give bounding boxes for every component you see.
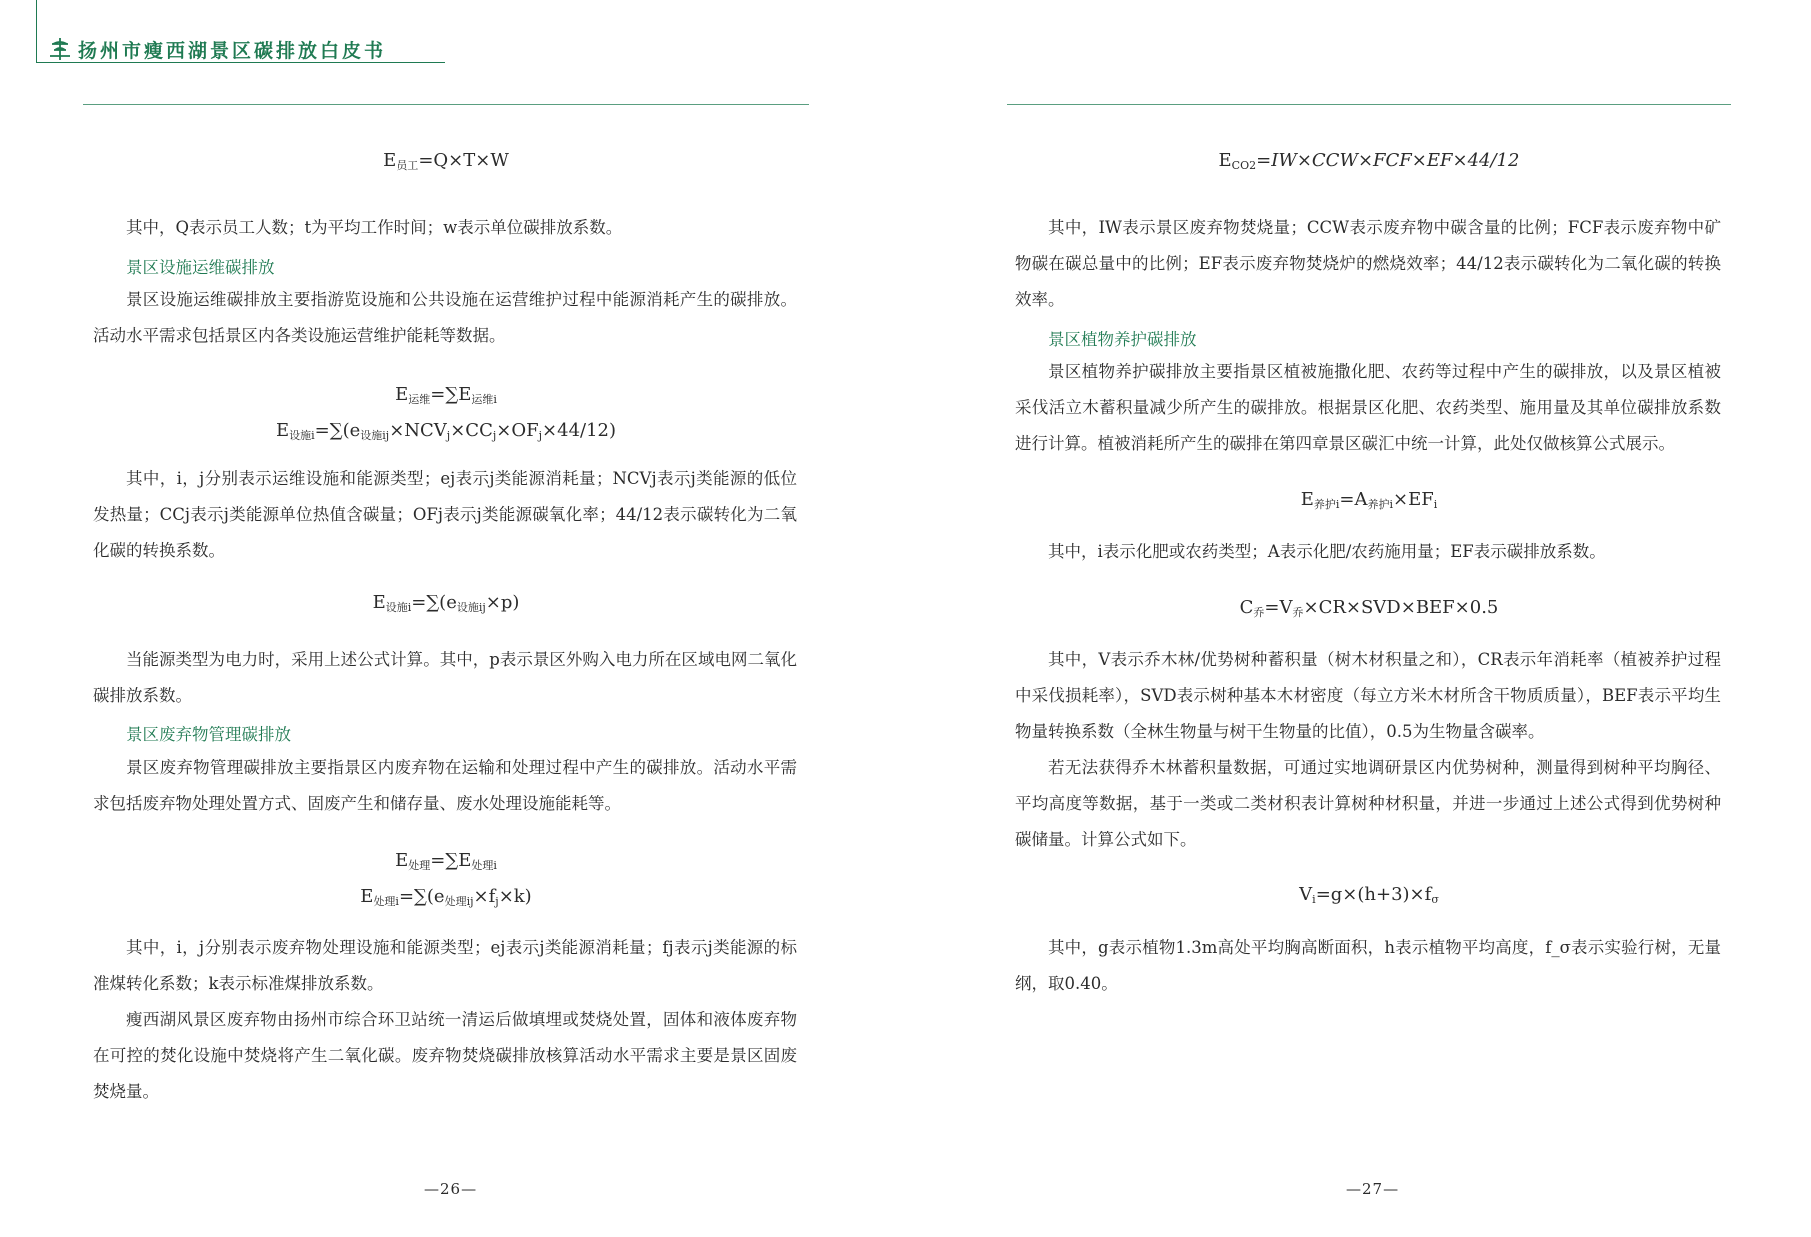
formula-text: $E_{员工}=Q\times T\times W$ <box>383 150 509 172</box>
paragraph: 其中，g表示植物1.3m高处平均胸高断面积，h表示植物平均高度，f_σ表示实验行树，无量纲，取0.40。 <box>1015 938 1721 993</box>
paragraph: 其中，V表示乔木林/优势树种蓄积量（树木材积量之和），CR表示年消耗率（植被养护过程中采伐损耗率），SVD表示树种基本木材密度（每立方米木材所含干物质质量），BEF表示平均生物量转换系数（全林生物量与树干生物量的比值），0.5为生物量含碳率。 <box>1015 650 1721 741</box>
formula-volume: $V_i=g\times(h+3)\times f_\sigma$ <box>1299 884 1439 906</box>
paragraph: 景区废弃物管理碳排放主要指景区内废弃物在运输和处理过程中产生的碳排放。活动水平需求包括废弃物处理处置方式、固废产生和储存量、废水处理设施能耗等。 <box>93 758 797 813</box>
paragraph: 瘦西湖风景区废弃物由扬州市综合环卫站统一清运后做填埋或焚烧处置，固体和液体废弃物在可控的焚化设施中焚烧将产生二氧化碳。废弃物焚烧碳排放核算活动水平需求主要是景区固废焚烧量。 <box>93 1010 797 1101</box>
section-heading: 景区植物养护碳排放 <box>1048 330 1197 349</box>
formula-incineration: $E_{CO2}=IW\times CCW\times FCF\times EF\times 44/12$ <box>1218 150 1520 172</box>
paragraph: 其中，i，j分别表示运维设施和能源类型；ej表示j类能源消耗量；NCVj表示j类能源的低位发热量；CCj表示j类能源单位热值含碳量；OFj表示j类能源碳氧化率；44/12表示碳转化为二氧化碳的转换系数。 <box>93 469 797 560</box>
paragraph: 其中，i表示化肥或农药类型；A表示化肥/农药施用量；EF表示碳排放系数。 <box>1048 542 1606 561</box>
formula-ops-total: $E_{运维}=\sum E_{运维i}$ <box>395 384 497 406</box>
paragraph: 其中，i，j分别表示废弃物处理设施和能源类型；ej表示j类能源消耗量；fj表示j类能源的标准煤转化系数；k表示标准煤排放系数。 <box>93 938 797 993</box>
formula-disposal-total: $E_{处理}=\sum E_{处理i}$ <box>395 850 497 872</box>
paragraph: 当能源类型为电力时，采用上述公式计算。其中，p表示景区外购入电力所在区域电网二氧化碳排放系数。 <box>93 650 797 705</box>
formula-electric: $E_{设施i}=\sum(e_{设施ij}\times p)$ <box>372 592 520 614</box>
paragraph: 若无法获得乔木林蓄积量数据，可通过实地调研景区内优势树种，测量得到树种平均胸径、平均高度等数据，基于一类或二类材积表计算树种材积量，并进一步通过上述公式得到优势树种碳储量。计算公式如下。 <box>1015 758 1721 849</box>
paragraph: 其中，IW表示景区废弃物焚烧量；CCW表示废弃物中碳含量的比例；FCF表示废弃物中矿物碳在碳总量中的比例；EF表示废弃物焚烧炉的燃烧效率；44/12表示碳转化为二氧化碳的转换效率。 <box>1015 218 1721 309</box>
formula-disposal: $E_{处理i}=\sum(e_{处理ij}\times f_j\times k)$ <box>360 886 532 908</box>
section-heading: 景区设施运维碳排放 <box>126 258 275 277</box>
header-rule <box>1007 104 1731 105</box>
page-number: —27— <box>1346 1180 1400 1198</box>
paragraph: 景区设施运维碳排放主要指游览设施和公共设施在运营维护过程中能源消耗产生的碳排放。活动水平需求包括景区内各类设施运营维护能耗等数据。 <box>93 290 797 345</box>
paragraph: 景区植物养护碳排放主要指景区植被施撒化肥、农药等过程中产生的碳排放，以及景区植被采伐活立木蓄积量减少所产生的碳排放。根据景区化肥、农药类型、施用量及其单位碳排放系数进行计算。植被消耗所产生的碳排在第四章景区碳汇中统一计算，此处仅做核算公式展示。 <box>1015 362 1721 453</box>
formula-tree-carbon: $C_乔=V_乔\times CR\times SVD\times BEF\times 0.5$ <box>1239 597 1499 619</box>
header-title: 扬州市瘦西湖景区碳排放白皮书 <box>78 40 387 62</box>
paragraph: 其中，Q表示员工人数；t为平均工作时间；w表示单位碳排放系数。 <box>126 218 623 237</box>
formula-maintenance: $E_{养护i}=A_{养护i}\times EF_i$ <box>1300 489 1438 511</box>
section-heading: 景区废弃物管理碳排放 <box>126 725 291 744</box>
page-number: —26— <box>424 1180 478 1198</box>
formula-ops-facility: $E_{设施i}=\sum(e_{设施ij}\times NCV_j\times CC_j\times OF_j\times 44/12)$ <box>275 420 617 442</box>
